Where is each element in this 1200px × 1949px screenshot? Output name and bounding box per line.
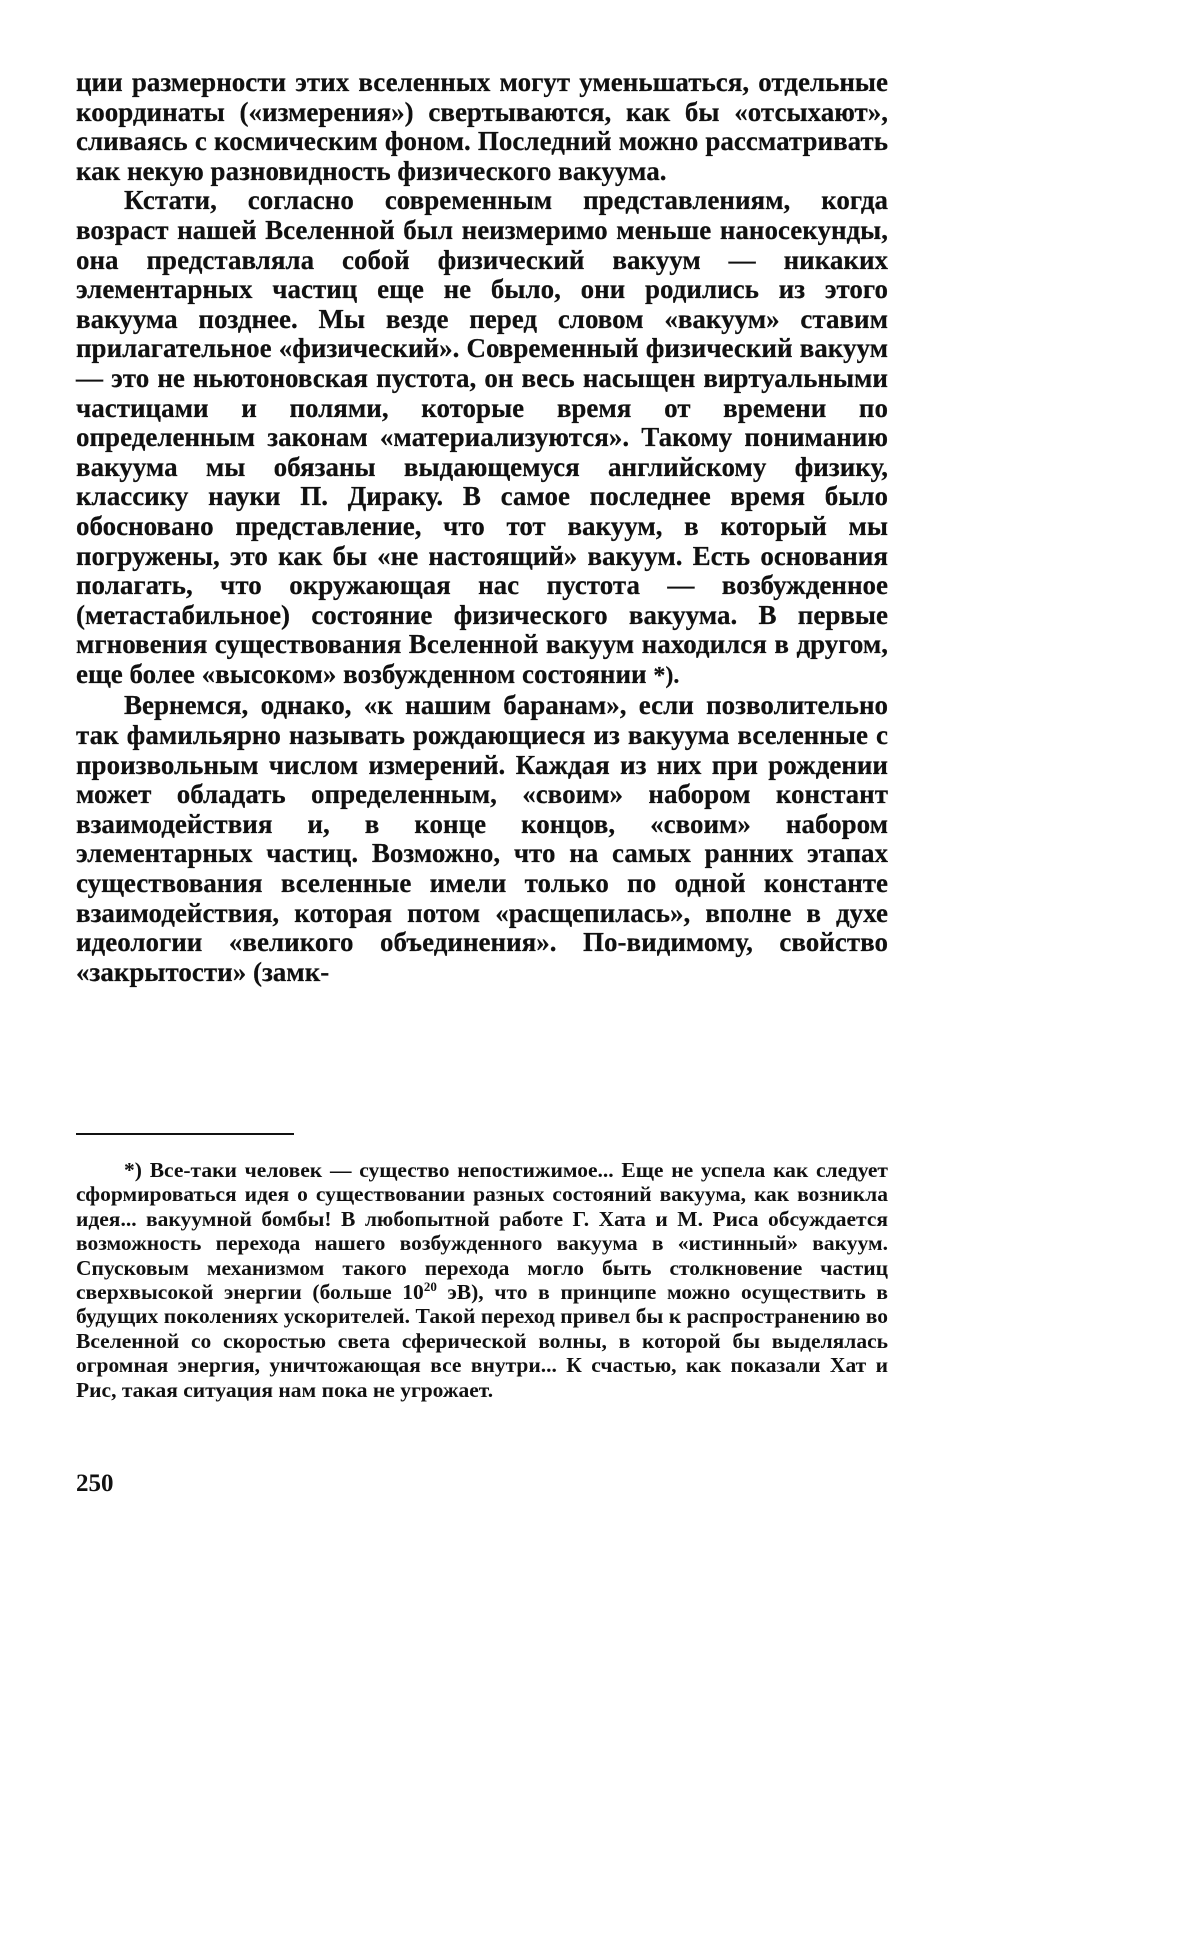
footnote-text-start: *) Все-таки человек — существо непостижимое... Еще не успела как следует сформироваться идея о существовании разных состояний вакуума, как возникла идея... вакуумной бомбы! В любопытной работе Г. Хата и М. Риса обсуждается возможность перехода нашего возбужденного вакуума в «истинный» вакуум. Спусковым механизмом такого перехода могло быть столкновение частиц сверхвысокой энергии (больше 10: [76, 1158, 888, 1305]
footnote-separator: [76, 1133, 294, 1135]
paragraph: ции размерности этих вселенных могут уменьшаться, отдельные координаты («измерения») свертываются, как бы «отсыхают», сливаясь с космическим фоном. Последний можно рассматривать как некую разновидность физического вакуума.: [76, 67, 888, 186]
page-number: 250: [76, 1470, 114, 1497]
footnote-text: [76, 1158, 888, 1402]
main-text: [76, 68, 888, 987]
footnote: [76, 1158, 888, 1402]
paragraph-text: Кстати, согласно современным представлениям, когда возраст нашей Вселенной был неизмеримо меньше наносекунды, она представляла собой физический вакуум — никаких элементарных частиц еще не было, они родились из этого вакуума позднее. Мы везде перед словом «вакуум» ставим прилагательное «физический». Современный физический вакуум — это не ньютоновская пустота, он весь насыщен виртуальными частицами и полями, которые время от времени по определенным законам «материализуются». Такому пониманию вакуума мы обязаны выдающемуся английскому физику, классику науки П. Дираку. В самое последнее время было обосновано представление, что тот вакуум, в который мы погружены, это как бы «не настоящий» вакуум. Есть основания полагать, что окружающая нас пустота — возбужденное (метастабильное) состояние физического вакуума. В первые мгновения существования Вселенной вакуум находился в другом, еще более «высоком» возбужденном состоянии: [76, 185, 888, 689]
paragraph: [76, 186, 888, 691]
footnote-text-end: эВ), что в принципе можно осуществить в будущих поколениях ускорителей. Такой переход привел бы к распространению во Вселенной со скоростью света сферической волны, в которой бы выделялась огромная энергия, уничтожающая все внутри... К счастью, как показали Хат и Рис, такая ситуация нам пока не угрожает.: [76, 1280, 888, 1402]
footnote-reference: *).: [653, 662, 680, 689]
paragraph: Вернемся, однако, «к нашим баранам», если позволительно так фамильярно называть рождающиеся из вакуума вселенные с произвольным числом измерений. Каждая из них при рождении может обладать определенным, «своим» набором констант взаимодействия и, в конце концов, «своим» набором элементарных частиц. Возможно, что на самых ранних этапах существования вселенные имели только по одной константе взаимодействия, которая потом «расщепилась», вполне в духе идеологии «великого объединения». По-видимому, свойство «закрытости» (замк-: [76, 690, 888, 987]
footnote-exponent: 20: [423, 1278, 437, 1294]
